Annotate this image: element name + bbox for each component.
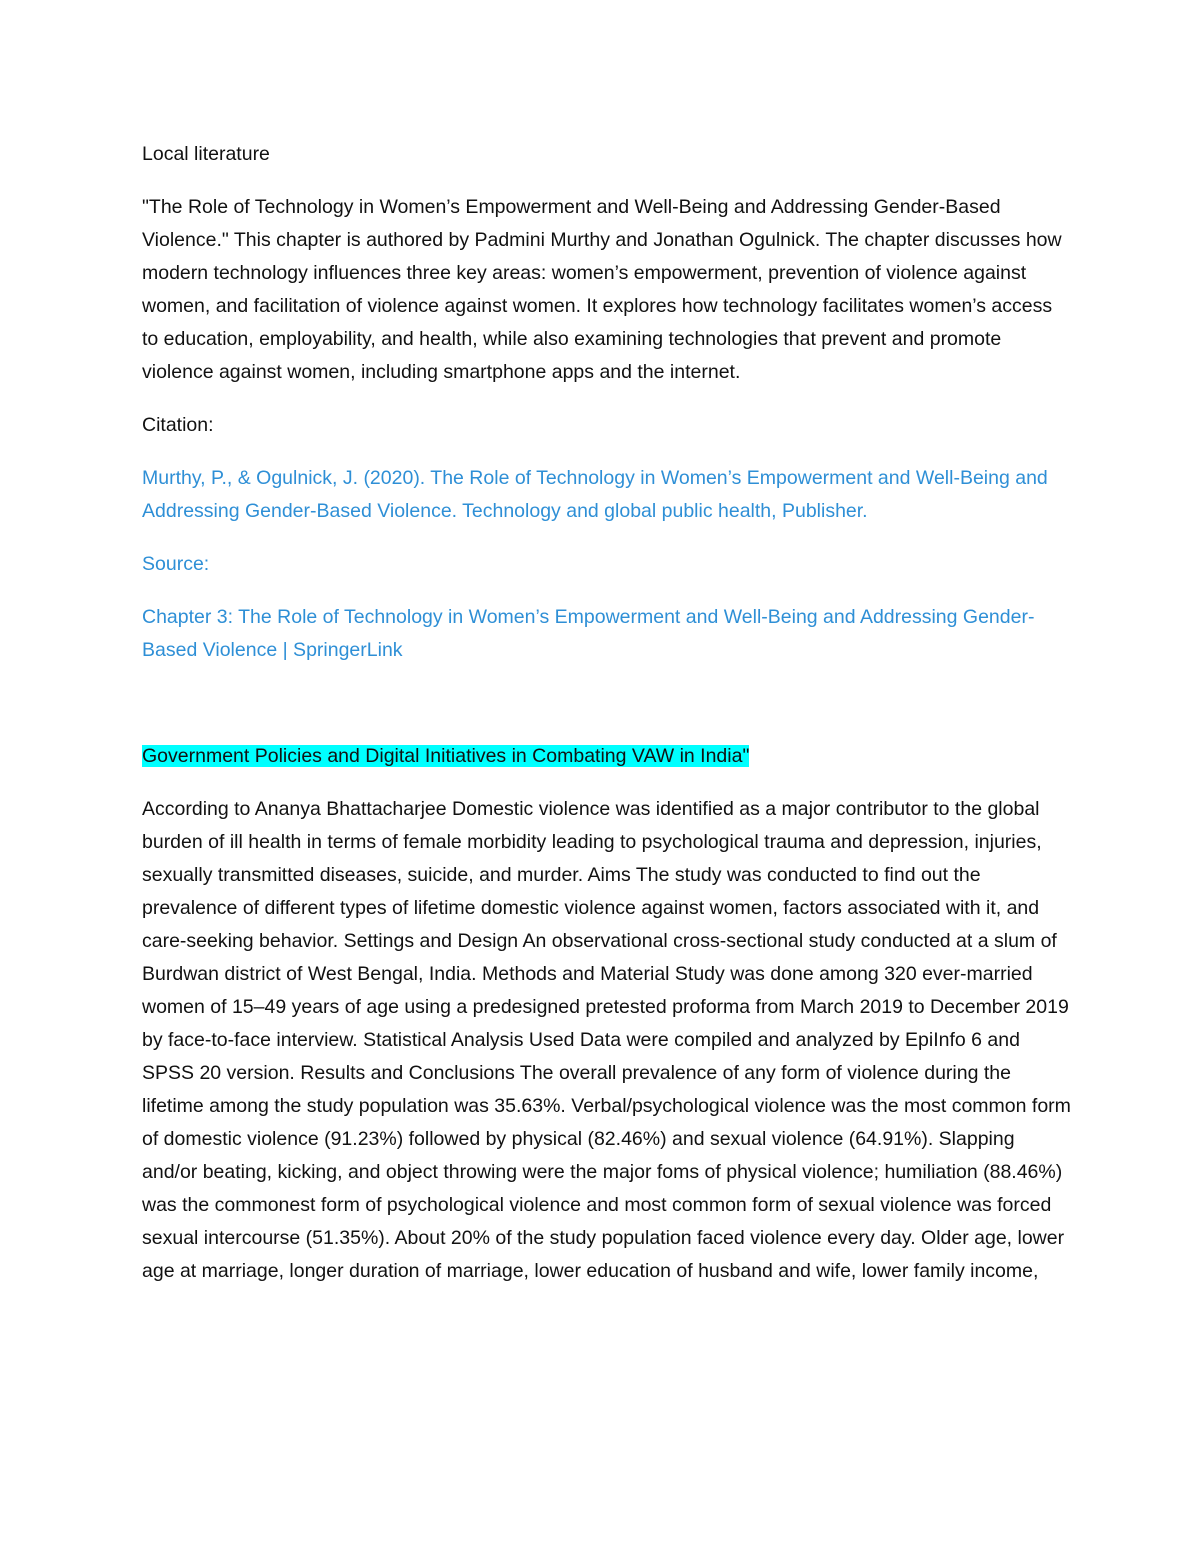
section-heading: Local literature (142, 143, 270, 165)
citation-text: Murthy, P., & Ogulnick, J. (2020). The Role of Technology in Women’s Empowerment and Well-Being and Addressing Gender-Based Violence. Technology and global public health, Publisher. (142, 467, 1048, 522)
citation-label: Citation: (142, 414, 214, 436)
chapter-summary-paragraph: "The Role of Technology in Women’s Empowerment and Well-Being and Addressing Gender-Based Violence." This chapter is authored by Padmini Murthy and Jonathan Ogulnick. The chapter discusses how modern technology influences three key areas: women’s empowerment, prevention of violence against women, and facilitation of violence against women. It explores how technology facilitates women’s access to education, employability, and health, while also examining technologies that prevent and promote violence against women, including smartphone apps and the internet. (142, 196, 1062, 383)
highlighted-heading: Government Policies and Digital Initiatives in Combating VAW in India" (142, 745, 750, 767)
study-summary-paragraph: According to Ananya Bhattacharjee Domestic violence was identified as a major contributor to the global burden of ill health in terms of female morbidity leading to psychological trauma and depression, injuries, sexually transmitted diseases, suicide, and murder. Aims The study was conducted to find out the prevalence of different types of lifetime domestic violence against women, factors associated with it, and care-seeking behavior. Settings and Design An observational cross-sectional study conducted at a slum of Burdwan district of West Bengal, India. Methods and Material Study was done among 320 ever-married women of 15–49 years of age using a predesigned pretested proforma from March 2019 to December 2019 by face-to-face interview. Statistical Analysis Used Data were compiled and analyzed by EpiInfo 6 and SPSS 20 version. Results and Conclusions The overall prevalence of any form of violence during the lifetime among the study population was 35.63%. Verbal/psychological violence was the most common form of domestic violence (91.23%) followed by physical (82.46%) and sexual violence (64.91%). Slapping and/or beating, kicking, and object throwing were the major foms of physical violence; humiliation (88.46%) was the commonest form of psychological violence and most common form of sexual violence was forced sexual intercourse (51.35%). About 20% of the study population faced violence every day. Older age, lower age at marriage, longer duration of marriage, lower education of husband and wife, lower family income, (142, 798, 1071, 1282)
source-link[interactable]: Chapter 3: The Role of Technology in Women’s Empowerment and Well-Being and Addressing Gender-Based Violence | SpringerLink (142, 606, 1035, 661)
blank-line (142, 687, 1072, 740)
document-page (142, 138, 1072, 1308)
highlighted-heading-line (142, 740, 1072, 773)
source-label: Source: (142, 553, 210, 575)
